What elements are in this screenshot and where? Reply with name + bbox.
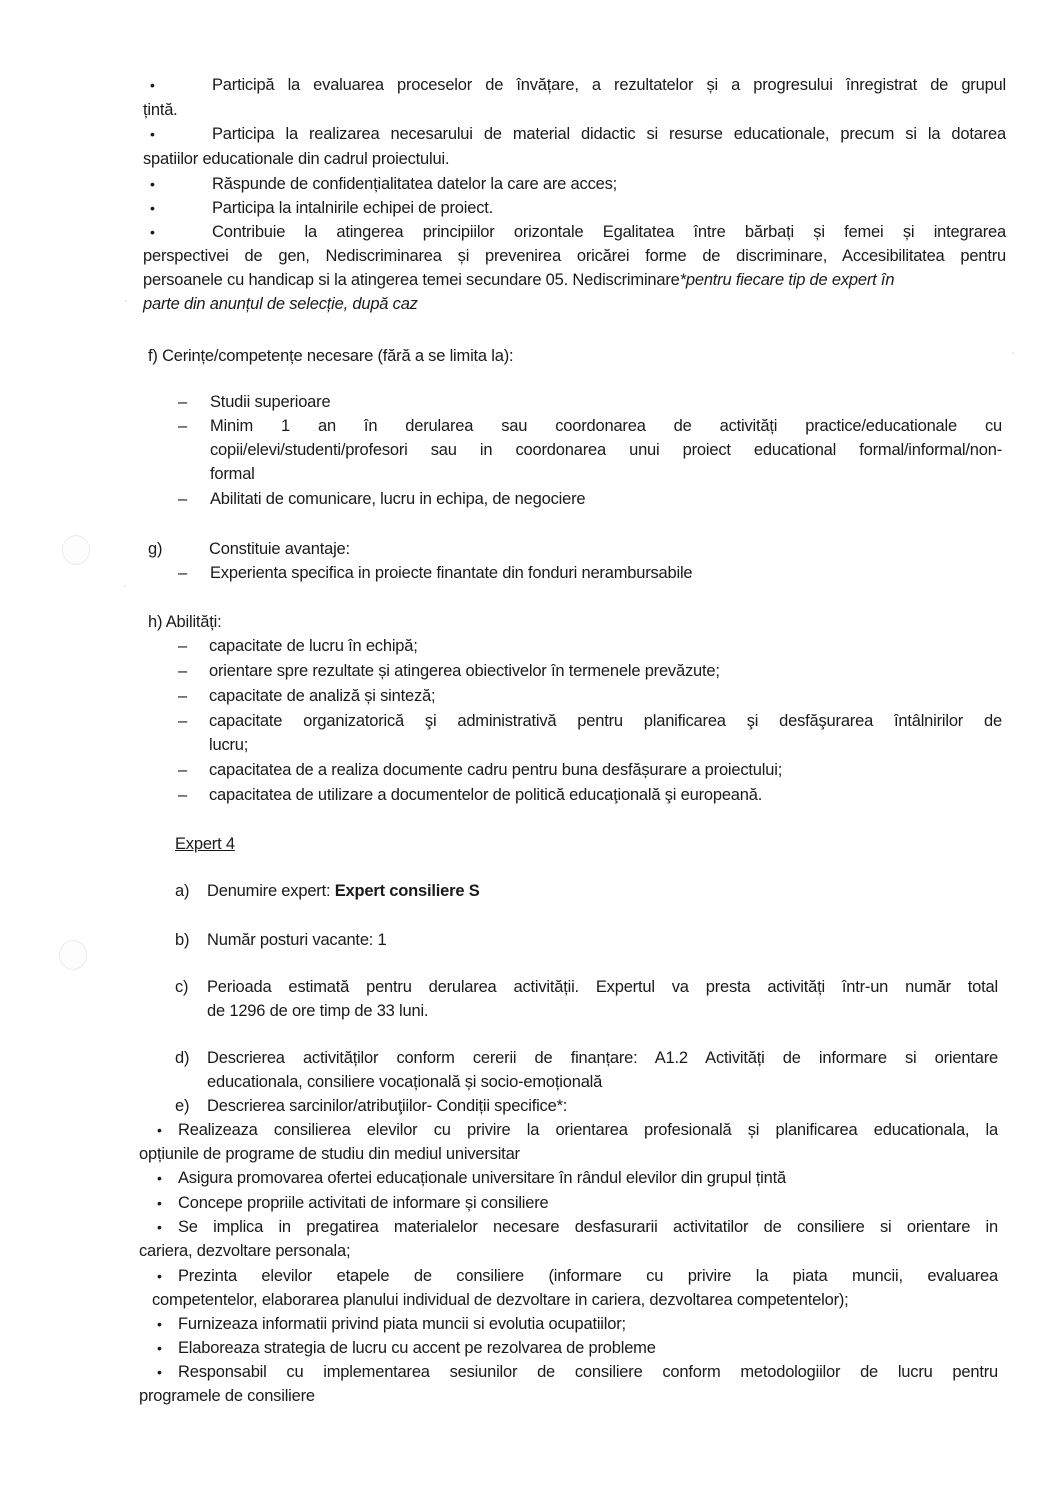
- dash-icon: –: [178, 564, 187, 582]
- scan-speck: [125, 300, 127, 302]
- list-item-text: capacitatea de utilizare a documentelor de politică educaţională şi europeană.: [209, 786, 763, 804]
- list-item-text: spatiilor educationale din cadrul proiectului.: [143, 150, 450, 168]
- list-item-text: Contribuie la atingerea principiilor orizontale Egalitatea între bărbați și femei și integrarea: [212, 223, 1006, 241]
- item-label: d): [175, 1049, 190, 1067]
- dash-icon: –: [178, 490, 187, 508]
- italic-note: parte din anunțul de selecție, după caz: [143, 295, 418, 313]
- list-item-text: competentelor, elaborarea planului individual de dezvoltare in cariera, dezvoltarea competentelor);: [152, 1291, 849, 1309]
- list-item-text: opțiunile de programe de studiu din mediul universitar: [139, 1145, 520, 1163]
- bullet-icon: •: [157, 1364, 162, 1380]
- list-item-text: lucru;: [209, 736, 249, 754]
- expert-title: [175, 834, 235, 854]
- bullet-icon: •: [150, 200, 155, 216]
- dash-icon: –: [178, 417, 187, 435]
- list-item-text: capacitate de lucru în echipă;: [209, 637, 418, 655]
- list-item-text: [143, 270, 1006, 290]
- expert-name-value: Expert consiliere S: [334, 882, 480, 900]
- list-item-text: Participa la intalnirile echipei de proiect.: [212, 199, 494, 217]
- list-item-text: Se implica in pregatirea materialelor necesare desfasurarii activitatilor de consiliere si orientare in: [178, 1218, 998, 1236]
- item-label: b): [175, 931, 190, 949]
- scan-speck: [1012, 352, 1014, 354]
- list-item-text-plain: persoanele cu handicap si la atingerea temei secundare 05. Nediscriminare: [143, 271, 680, 289]
- list-item-text: Elaboreaza strategia de lucru cu accent pe rezolvarea de probleme: [178, 1339, 656, 1357]
- expert-name-field: [207, 881, 480, 901]
- dash-icon: –: [178, 662, 187, 680]
- item-label: a): [175, 882, 190, 900]
- list-item-text: Studii superioare: [210, 393, 331, 411]
- list-item-text: copii/elevi/studenti/profesori sau in coordonarea unui proiect educational formal/informal/non-: [210, 441, 1002, 459]
- section-heading: Constituie avantaje:: [209, 540, 350, 558]
- list-item-text: țintă.: [143, 101, 178, 119]
- period-text: de 1296 de ore timp de 33 luni.: [207, 1002, 429, 1020]
- dash-icon: –: [178, 786, 187, 804]
- list-item-text: capacitatea de a realiza documente cadru pentru buna desfășurare a proiectului;: [209, 761, 783, 779]
- dash-icon: –: [178, 687, 187, 705]
- vacancies-field: Număr posturi vacante: 1: [207, 931, 387, 949]
- dash-icon: –: [178, 393, 187, 411]
- bullet-icon: •: [157, 1268, 162, 1284]
- bullet-icon: •: [157, 1340, 162, 1356]
- list-item-text: Asigura promovarea ofertei educaționale universitare în rândul elevilor din grupul țintă: [178, 1169, 786, 1187]
- bullet-icon: •: [157, 1219, 162, 1235]
- section-heading: h) Abilități:: [148, 613, 222, 631]
- scan-speck: [124, 585, 126, 587]
- list-item-text: Furnizeaza informatii privind piata muncii si evolutia ocupatiilor;: [178, 1315, 626, 1333]
- list-item-text: Experienta specifica in proiecte finantate din fonduri nerambursabile: [210, 564, 693, 582]
- bullet-icon: •: [150, 224, 155, 240]
- activities-text: Descrierea activităților conform cererii de finanțare: A1.2 Activități de informare si orientare: [207, 1049, 998, 1067]
- dash-icon: –: [178, 761, 187, 779]
- section-label: g): [148, 540, 163, 558]
- list-item-text: Concepe propriile activitati de informare și consiliere: [178, 1194, 549, 1212]
- list-item-text: perspectivei de gen, Nediscriminarea și prevenirea oricărei forme de discriminare, Accesibilitatea pentru: [143, 247, 1006, 265]
- bullet-icon: •: [150, 77, 155, 93]
- list-item-text: Responsabil cu implementarea sesiunilor de consiliere conform metodologiilor de lucru pentru: [178, 1363, 998, 1381]
- bullet-icon: •: [157, 1195, 162, 1211]
- list-item-text: Participă la evaluarea proceselor de învățare, a rezultatelor și a progresului înregistrat de grupul: [212, 76, 1006, 94]
- tasks-heading: Descrierea sarcinilor/atribuţiilor- Condiții specifice*:: [207, 1097, 568, 1115]
- dash-icon: –: [178, 712, 187, 730]
- list-item-text: capacitate de analiză și sinteză;: [209, 687, 436, 705]
- expert-title-text: Expert 4: [175, 835, 235, 853]
- bullet-icon: •: [157, 1316, 162, 1332]
- list-item-text: capacitate organizatorică şi administrativă pentru planificarea şi desfăşurarea întâlnirilor de: [209, 712, 1002, 730]
- bullet-icon: •: [157, 1170, 162, 1186]
- list-item-text: Prezinta elevilor etapele de consiliere (informare cu privire la piata muncii, evaluarea: [178, 1267, 998, 1285]
- punch-hole-mark: [59, 940, 87, 970]
- bullet-icon: •: [150, 176, 155, 192]
- list-item-text: cariera, dezvoltare personala;: [139, 1242, 351, 1260]
- bullet-icon: •: [150, 126, 155, 142]
- list-item-text: orientare spre rezultate și atingerea obiectivelor în termenele prevăzute;: [209, 662, 720, 680]
- list-item-text: formal: [210, 465, 255, 483]
- list-item-text: Abilitati de comunicare, lucru in echipa, de negociere: [210, 490, 586, 508]
- dash-icon: –: [178, 637, 187, 655]
- list-item-text-italic: *pentru fiecare tip de expert în: [679, 271, 895, 289]
- expert-name-label: Denumire expert:: [207, 882, 335, 900]
- list-item-text-italic: [143, 294, 418, 314]
- section-heading: f) Cerințe/competențe necesare (fără a se limita la):: [148, 347, 514, 365]
- activities-text: educationala, consiliere vocațională și socio-emoțională: [207, 1073, 603, 1091]
- list-item-text: Răspunde de confidențialitatea datelor la care are acces;: [212, 175, 618, 193]
- list-item-text: Minim 1 an în derularea sau coordonarea de activități practice/educationale cu: [210, 417, 1002, 435]
- list-item-text: Realizeaza consilierea elevilor cu privire la orientarea profesională și planificarea educationala, la: [178, 1121, 998, 1139]
- item-label: e): [175, 1097, 190, 1115]
- period-text: Perioada estimată pentru derularea activității. Expertul va presta activități într-un număr total: [207, 978, 998, 996]
- list-item-text: Participa la realizarea necesarului de material didactic si resurse educationale, precum si la dotarea: [212, 125, 1006, 143]
- punch-hole-mark: [62, 535, 90, 565]
- bullet-icon: •: [157, 1122, 162, 1138]
- list-item-text: programele de consiliere: [139, 1387, 315, 1405]
- item-label: c): [175, 978, 189, 996]
